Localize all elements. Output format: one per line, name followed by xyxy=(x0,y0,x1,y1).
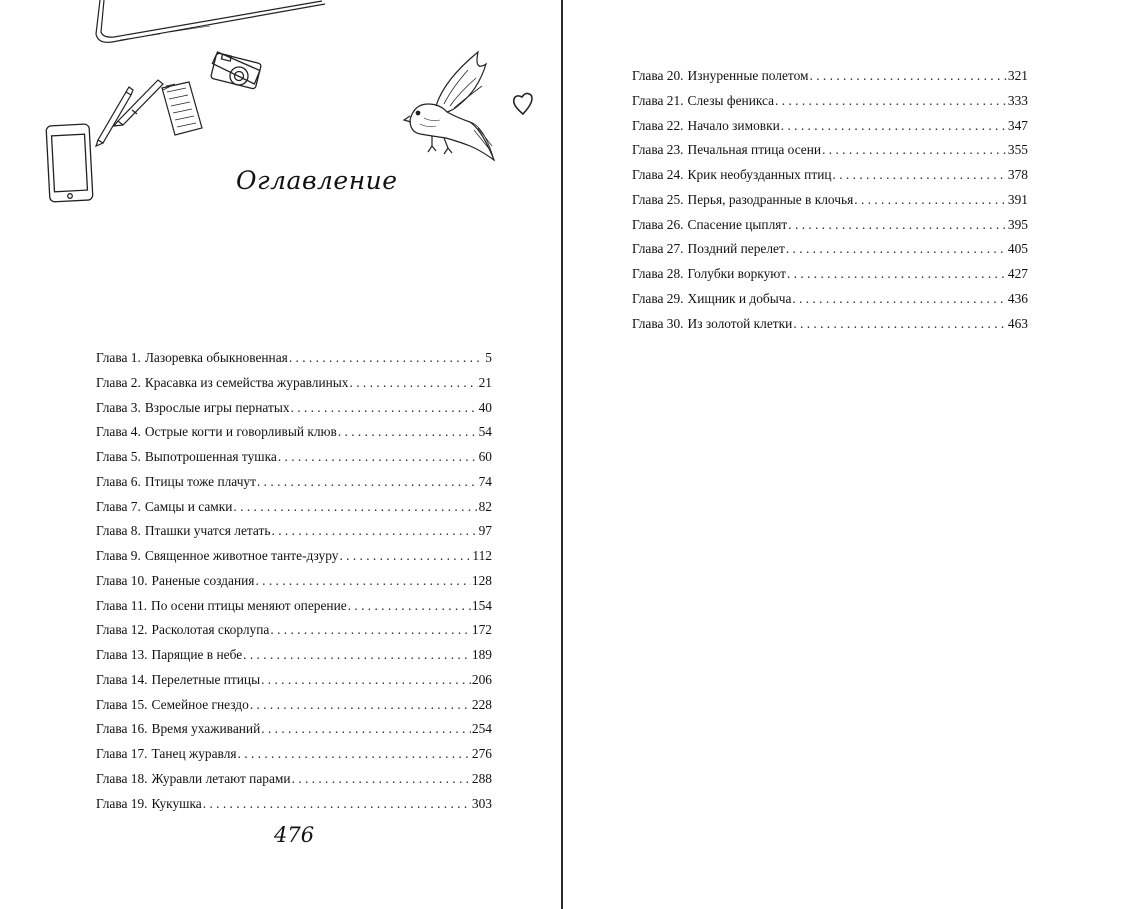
dot-leader xyxy=(792,287,1007,312)
dot-leader xyxy=(810,64,1007,89)
chapter-number: Глава 12. xyxy=(96,622,148,638)
toc-entry[interactable] xyxy=(96,346,492,371)
chapter-title: Перья, разодранные в клочья xyxy=(687,191,854,207)
left-page xyxy=(0,0,561,909)
chapter-title: Перелетные птицы xyxy=(151,671,261,687)
chapter-title: Взрослые игры пернатых xyxy=(144,399,290,415)
dot-leader xyxy=(261,668,471,693)
toc-entry[interactable] xyxy=(632,213,1028,238)
chapter-number: Глава 23. xyxy=(632,142,684,158)
page-ref: 82 xyxy=(478,498,492,514)
chapter-number: Глава 22. xyxy=(632,117,684,133)
page-ref: 427 xyxy=(1007,266,1028,281)
toc-list-right xyxy=(632,64,1028,336)
chapter-number: Глава 30. xyxy=(632,315,684,331)
chapter-title: Поздний перелет xyxy=(687,241,785,257)
chapter-title: Птицы тоже плачут xyxy=(144,473,256,489)
toc-entry[interactable] xyxy=(632,64,1028,89)
chapter-number: Глава 21. xyxy=(632,92,684,108)
chapter-number: Глава 11. xyxy=(96,597,148,613)
dot-leader xyxy=(833,163,1007,188)
dot-leader xyxy=(339,544,471,569)
chapter-number: Глава 16. xyxy=(96,721,148,737)
page-ref: 228 xyxy=(471,696,492,712)
phone-icon xyxy=(46,124,93,202)
toc-entry[interactable] xyxy=(96,396,492,421)
page-ref: 60 xyxy=(478,449,492,464)
toc-entry[interactable] xyxy=(96,643,492,668)
chapter-number: Глава 9. xyxy=(96,548,141,563)
toc-entry[interactable] xyxy=(96,544,492,569)
chapter-title: По осени птицы меняют оперение xyxy=(151,597,347,613)
chapter-title: Священное животное танте-дзуру xyxy=(144,548,339,563)
toc-list-left xyxy=(96,346,492,816)
page-ref: 378 xyxy=(1007,167,1028,182)
toc-entry[interactable] xyxy=(96,470,492,495)
chapter-title: Крик необузданных птиц xyxy=(687,167,832,182)
toc-entry[interactable] xyxy=(96,792,492,817)
page-ref: 172 xyxy=(471,622,492,638)
page-ref: 303 xyxy=(471,795,492,811)
chapter-number: Глава 3. xyxy=(96,399,141,415)
dot-leader xyxy=(289,346,484,371)
dot-leader xyxy=(350,371,478,396)
laptop-icon xyxy=(96,0,325,42)
dot-leader xyxy=(291,396,478,421)
chapter-title: Изнуренные полетом xyxy=(687,68,809,83)
chapter-number: Глава 10. xyxy=(96,572,148,588)
toc-entry[interactable] xyxy=(96,519,492,544)
page-ref: 321 xyxy=(1007,68,1028,83)
page-ref: 333 xyxy=(1007,92,1028,108)
chapter-title: Танец журавля xyxy=(151,746,237,761)
chapter-number: Глава 28. xyxy=(632,266,684,281)
chapter-number: Глава 14. xyxy=(96,671,148,687)
chapter-number: Глава 18. xyxy=(96,770,148,786)
toc-heading: Оглавление xyxy=(236,166,398,195)
chapter-title: Хищник и добыча xyxy=(687,290,792,306)
dot-leader xyxy=(348,594,471,619)
chapter-number: Глава 27. xyxy=(632,241,684,257)
dot-leader xyxy=(793,312,1007,337)
chapter-title: Выпотрошенная тушка xyxy=(144,449,277,464)
page-ref: 112 xyxy=(472,548,492,563)
dot-leader xyxy=(243,643,471,668)
dot-leader xyxy=(775,89,1007,114)
page-ref: 347 xyxy=(1007,117,1028,133)
chapter-number: Глава 2. xyxy=(96,374,141,390)
page-ref: 5 xyxy=(485,350,492,365)
chapter-title: Начало зимовки xyxy=(687,117,780,133)
page-ref: 154 xyxy=(471,597,492,613)
dot-leader xyxy=(250,693,471,718)
page-ref: 288 xyxy=(471,770,492,786)
chapter-title: Голубки воркуют xyxy=(687,266,786,281)
chapter-title: Слезы феникса xyxy=(687,92,775,108)
dot-leader xyxy=(788,213,1007,238)
toc-entry[interactable] xyxy=(96,445,492,470)
toc-entry[interactable] xyxy=(96,371,492,396)
toc-entry[interactable] xyxy=(96,569,492,594)
pen-icon xyxy=(96,80,163,146)
chapter-number: Глава 6. xyxy=(96,473,141,489)
chapter-title: Красавка из семейства журавлиных xyxy=(144,374,349,390)
heart-icon xyxy=(514,93,532,114)
chapter-title: Кукушка xyxy=(151,795,202,811)
toc-entry[interactable] xyxy=(632,138,1028,163)
page-ref: 21 xyxy=(478,374,492,390)
page-number: 476 xyxy=(274,823,315,847)
page-ref: 189 xyxy=(471,647,492,662)
toc-entry[interactable] xyxy=(96,742,492,767)
chapter-title: Расколотая скорлупа xyxy=(151,622,270,638)
page-ref: 97 xyxy=(478,523,492,539)
chapter-title: Спасение цыплят xyxy=(687,216,788,232)
dot-leader xyxy=(203,792,471,817)
chapter-title: Время ухаживаний xyxy=(151,721,261,737)
toc-entry[interactable] xyxy=(96,420,492,445)
dot-leader xyxy=(272,519,478,544)
page-ref: 206 xyxy=(471,671,492,687)
dot-leader xyxy=(270,618,471,643)
dot-leader xyxy=(292,767,471,792)
toc-entry[interactable] xyxy=(96,668,492,693)
chapter-title: Острые когти и говорливый клюв xyxy=(144,424,337,440)
chapter-title: Лазоревка обыкновенная xyxy=(144,350,288,365)
chapter-title: Раненые создания xyxy=(151,572,255,588)
toc-entry[interactable] xyxy=(632,188,1028,213)
page-ref: 355 xyxy=(1007,142,1028,158)
chapter-number: Глава 26. xyxy=(632,216,684,232)
notepad-icon xyxy=(162,82,202,135)
chapter-number: Глава 8. xyxy=(96,523,141,539)
chapter-number: Глава 7. xyxy=(96,498,141,514)
chapter-title: Самцы и самки xyxy=(144,498,233,514)
dot-leader xyxy=(238,742,471,767)
page-ref: 74 xyxy=(478,473,492,489)
toc-entry[interactable] xyxy=(96,594,492,619)
page-ref: 276 xyxy=(471,746,492,761)
dot-leader xyxy=(255,569,470,594)
toc-entry[interactable] xyxy=(96,767,492,792)
toc-entry[interactable] xyxy=(632,312,1028,337)
chapter-number: Глава 25. xyxy=(632,191,684,207)
dot-leader xyxy=(233,495,477,520)
chapter-number: Глава 19. xyxy=(96,795,148,811)
dot-leader xyxy=(278,445,478,470)
dot-leader xyxy=(787,262,1007,287)
dot-leader xyxy=(781,114,1007,139)
chapter-number: Глава 17. xyxy=(96,746,148,761)
toc-entry[interactable] xyxy=(96,717,492,742)
chapter-title: Пташки учатся летать xyxy=(144,523,271,539)
toc-entry[interactable] xyxy=(632,89,1028,114)
chapter-number: Глава 15. xyxy=(96,696,148,712)
page-ref: 436 xyxy=(1007,290,1028,306)
chapter-number: Глава 29. xyxy=(632,290,684,306)
toc-entry[interactable] xyxy=(96,495,492,520)
toc-entry[interactable] xyxy=(632,114,1028,139)
page-ref: 405 xyxy=(1007,241,1028,257)
toc-entry[interactable] xyxy=(96,693,492,718)
header-illustrations xyxy=(0,0,561,240)
bird-icon xyxy=(404,52,494,160)
page-ref: 40 xyxy=(478,399,492,415)
toc-entry[interactable] xyxy=(632,262,1028,287)
page-ref: 128 xyxy=(471,572,492,588)
dot-leader xyxy=(261,717,471,742)
chapter-number: Глава 20. xyxy=(632,68,684,83)
page-ref: 254 xyxy=(471,721,492,737)
toc-entry[interactable] xyxy=(96,618,492,643)
chapter-title: Из золотой клетки xyxy=(687,315,793,331)
chapter-number: Глава 24. xyxy=(632,167,684,182)
chapter-number: Глава 5. xyxy=(96,449,141,464)
chapter-number: Глава 13. xyxy=(96,647,148,662)
chapter-number: Глава 4. xyxy=(96,424,141,440)
chapter-title: Семейное гнездо xyxy=(151,696,249,712)
dot-leader xyxy=(822,138,1007,163)
chapter-title: Журавли летают парами xyxy=(151,770,291,786)
page-ref: 463 xyxy=(1007,315,1028,331)
toc-entry[interactable] xyxy=(632,163,1028,188)
page-ref: 391 xyxy=(1007,191,1028,207)
toc-entry[interactable] xyxy=(632,287,1028,312)
chapter-title: Парящие в небе xyxy=(151,647,243,662)
page-ref: 395 xyxy=(1007,216,1028,232)
chapter-number: Глава 1. xyxy=(96,350,141,365)
dot-leader xyxy=(257,470,478,495)
page-ref: 54 xyxy=(478,424,492,440)
dot-leader xyxy=(338,420,478,445)
toc-entry[interactable] xyxy=(632,237,1028,262)
chapter-title: Печальная птица осени xyxy=(687,142,822,158)
dot-leader xyxy=(786,237,1007,262)
dot-leader xyxy=(854,188,1007,213)
camera-icon xyxy=(211,52,262,90)
